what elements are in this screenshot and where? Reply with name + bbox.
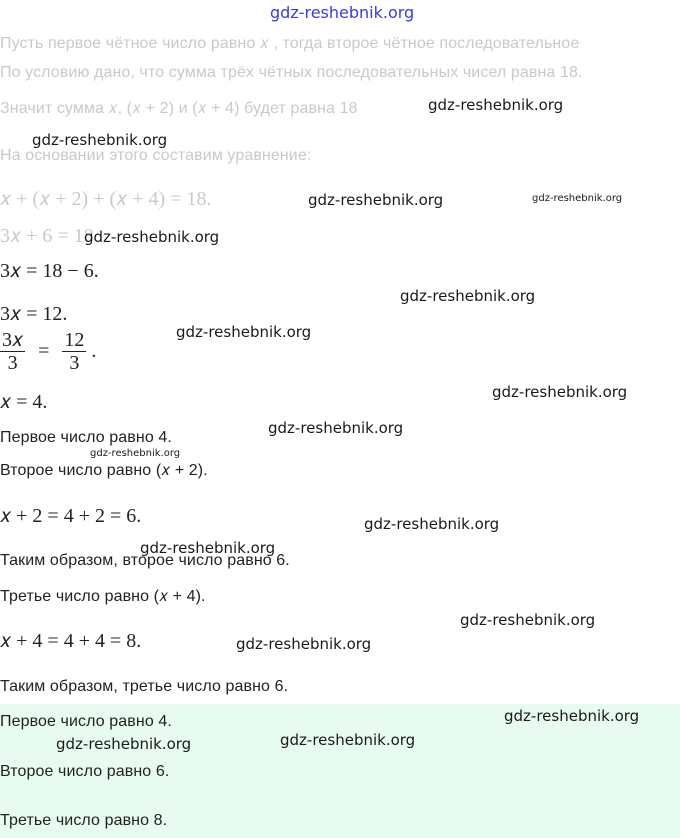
second-number-result: Таким образом, второе число равно 6. xyxy=(0,552,290,569)
third-number-result: Таким образом, третье число равно 6. xyxy=(0,678,289,695)
intro-line-2: По условию дано, что сумма трёх чётных последовательных чисел равна 18. xyxy=(0,64,583,81)
fraction-left-denominator: 3 xyxy=(7,352,18,374)
answer-second: Второе число равно 6. xyxy=(0,763,170,780)
equation-3: 3𝑥 = 18 − 6. xyxy=(0,260,99,282)
second-number-calculation: 𝑥 + 2 = 4 + 2 = 6. xyxy=(0,505,142,527)
site-watermark: gdz-reshebnik.org xyxy=(492,383,628,401)
site-watermark: gdz-reshebnik.org xyxy=(308,191,444,209)
equals-sign: = xyxy=(38,340,50,362)
fraction-left xyxy=(0,329,25,374)
equation-1: 𝑥 + (𝑥 + 2) + (𝑥 + 4) = 18. xyxy=(0,188,212,210)
site-watermark: gdz-reshebnik.org xyxy=(532,193,623,204)
third-number-definition: Третье число равно (𝑥 + 4). xyxy=(0,588,206,605)
intro-line-3: Значит сумма 𝑥, (𝑥 + 2) и (𝑥 + 4) будет равна 18 xyxy=(0,100,358,117)
site-watermark: gdz-reshebnik.org xyxy=(140,539,276,557)
fraction-right xyxy=(62,329,86,374)
site-watermark: gdz-reshebnik.org xyxy=(90,448,181,459)
equation-2: 3𝑥 + 6 = 18 xyxy=(0,225,94,247)
intro-line-4: На основании этого составим уравнение: xyxy=(0,147,312,164)
intro-line-1: Пусть первое чётное число равно 𝑥 , тогда второе чётное последовательное xyxy=(0,35,580,52)
site-watermark: gdz-reshebnik.org xyxy=(236,635,372,653)
site-watermark: gdz-reshebnik.org xyxy=(460,611,596,629)
fraction-right-numerator: 12 xyxy=(64,329,85,351)
site-watermark: gdz-reshebnik.org xyxy=(400,287,536,305)
answer-third: Третье число равно 8. xyxy=(0,812,168,829)
site-watermark-top: gdz-reshebnik.org xyxy=(270,3,415,22)
fraction-left-numerator: 3𝑥 xyxy=(2,329,24,351)
third-number-calculation: 𝑥 + 4 = 4 + 4 = 8. xyxy=(0,630,142,652)
equation-5 xyxy=(0,329,96,374)
site-watermark: gdz-reshebnik.org xyxy=(428,96,564,114)
site-watermark: gdz-reshebnik.org xyxy=(84,228,220,246)
equation-4: 3𝑥 = 12. xyxy=(0,303,68,325)
equation-5-period: . xyxy=(91,340,97,362)
site-watermark: gdz-reshebnik.org xyxy=(504,707,640,725)
equation-6: 𝑥 = 4. xyxy=(0,391,48,413)
second-number-definition: Второе число равно (𝑥 + 2). xyxy=(0,462,208,479)
site-watermark: gdz-reshebnik.org xyxy=(56,735,192,753)
site-watermark: gdz-reshebnik.org xyxy=(32,131,168,149)
first-number-text: Первое число равно 4. xyxy=(0,429,172,446)
fraction-right-denominator: 3 xyxy=(69,352,80,374)
answer-first: Первое число равно 4. xyxy=(0,713,172,730)
site-watermark: gdz-reshebnik.org xyxy=(268,419,404,437)
site-watermark: gdz-reshebnik.org xyxy=(364,515,500,533)
site-watermark: gdz-reshebnik.org xyxy=(176,323,312,341)
site-watermark: gdz-reshebnik.org xyxy=(280,731,416,749)
